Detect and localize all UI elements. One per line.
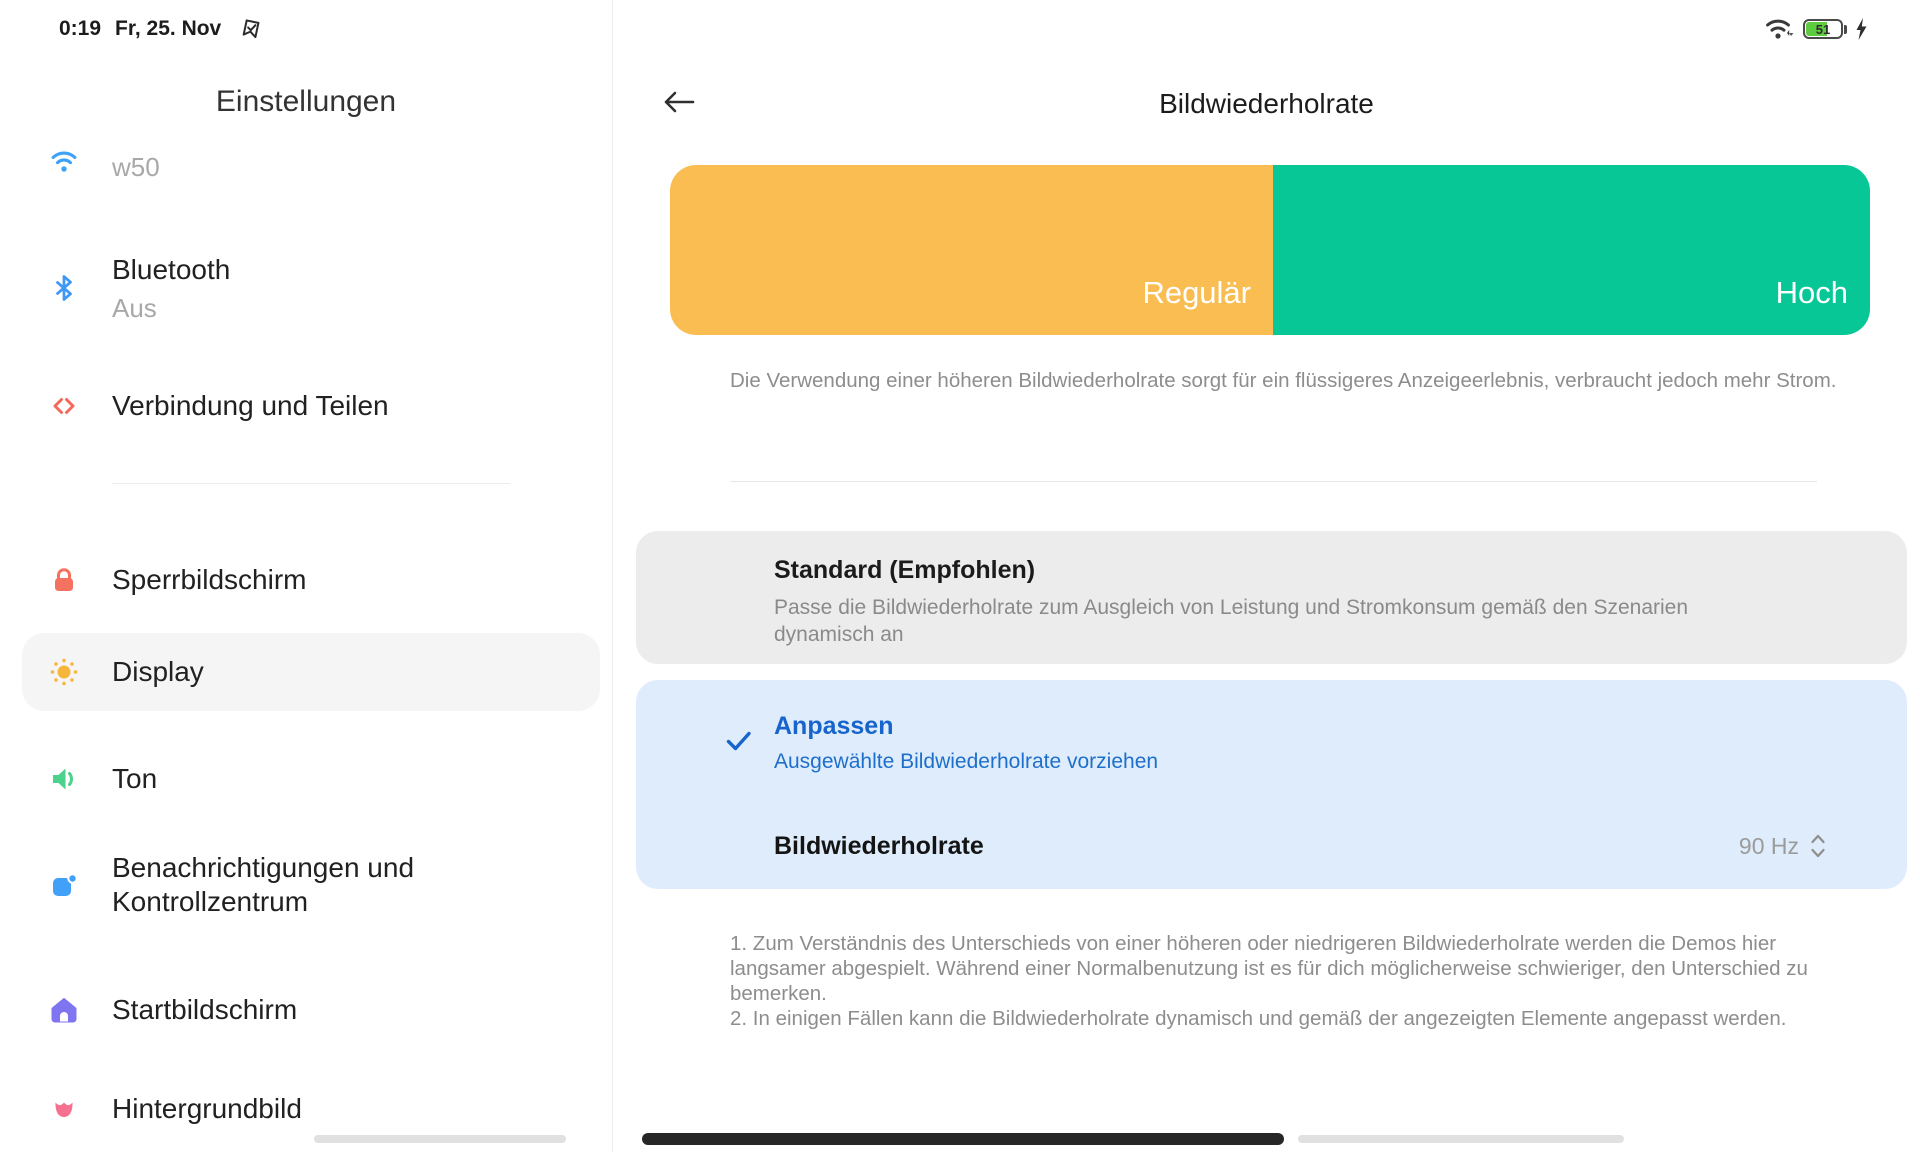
sidebar-group-divider [112, 483, 510, 484]
status-time: 0:19 [59, 17, 102, 40]
scrollbar-thumb[interactable] [642, 1133, 1284, 1145]
sidebar-item-display[interactable] [22, 633, 600, 711]
wlan-network-name: w50 [112, 151, 160, 182]
status-bar-right [1765, 16, 1868, 42]
battery-icon [1803, 19, 1847, 39]
status-bar-left [59, 17, 262, 41]
lock-icon [49, 565, 79, 595]
footnote-1: 1. Zum Verständnis des Unterschieds von einer höheren oder niedrigeren Bildwiederholrate werden die Demos hier langsamer abgespielt. Während einer Normalbenutzung ist es für dich möglicherweise schwieriger, den Unterschied zu bemerken. [730, 932, 1808, 1005]
demo-regular-area [670, 165, 1273, 335]
speaker-icon [49, 764, 79, 794]
sidebar-item-sound[interactable] [49, 757, 157, 801]
sidebar-item-label: Startbildschirm [112, 994, 298, 1025]
sun-icon [49, 657, 79, 687]
sidebar-item-lockscreen[interactable] [49, 558, 307, 602]
sidebar-item-label: Sperrbildschirm [112, 564, 307, 595]
sidebar-item-bluetooth[interactable] [49, 245, 230, 331]
wifi-status-icon [1765, 16, 1795, 42]
bluetooth-icon [49, 273, 79, 303]
sidebar-item-label: Benachrichtigungen und Kontrollzentrum [112, 852, 415, 917]
charging-bolt-icon [1855, 18, 1868, 40]
settings-page-title: Einstellungen [215, 85, 397, 118]
sidebar-item-connection-sharing[interactable] [49, 384, 389, 428]
wifi-icon [49, 145, 79, 175]
footnotes [730, 931, 1850, 1031]
demo-regular-label: Regulär [1142, 275, 1251, 310]
status-date: Fr, 25. Nov [115, 17, 222, 40]
demo-high-area [1273, 165, 1870, 335]
notification-icon [49, 870, 79, 900]
sidebar-item-label: Ton [112, 763, 158, 794]
bluetooth-state: Aus [112, 292, 157, 323]
sidebar-item-label: Hintergrundbild [112, 1093, 302, 1124]
home-icon [49, 995, 79, 1025]
refresh-rate-row[interactable] [636, 820, 1907, 872]
connection-share-icon [49, 391, 79, 421]
refresh-rate-description: Die Verwendung einer höheren Bildwiederholrate sorgt für ein flüssigeres Anzeigeerlebnis, verbraucht jedoch mehr Strom. [730, 369, 1837, 392]
flag-check-icon [241, 19, 262, 40]
refresh-rate-demo [670, 165, 1870, 335]
footnote-2: 2. In einigen Fällen kann die Bildwiederholrate dynamisch und gemäß der angezeigten Elemente angepasst werden. [730, 1007, 1787, 1030]
sidebar-item-label: Display [112, 656, 204, 687]
check-icon [724, 726, 754, 756]
tulip-icon [49, 1094, 79, 1124]
option-custom-title: Anpassen [774, 712, 894, 740]
option-custom-card[interactable] [636, 680, 1907, 889]
scrollbar-track [1298, 1135, 1624, 1143]
stepper-icon[interactable] [1807, 830, 1829, 862]
sidebar-item-wlan[interactable] [49, 138, 160, 182]
option-standard-description: Passe die Bildwiederholrate zum Ausgleich von Leistung und Stromkonsum gemäß den Szenarien dynamisch an [774, 596, 1689, 646]
battery-percent: 51 [1815, 21, 1831, 37]
refresh-rate-value: 90 Hz [1738, 832, 1799, 859]
option-custom-subtitle: Ausgewählte Bildwiederholrate vorziehen [774, 750, 1159, 773]
sidebar-item-wallpaper[interactable] [49, 1087, 302, 1131]
option-standard-card[interactable] [636, 531, 1907, 664]
refresh-rate-label: Bildwiederholrate [774, 831, 984, 860]
sidebar-item-homescreen[interactable] [49, 988, 297, 1032]
sidebar-item-label: Verbindung und Teilen [112, 390, 389, 421]
pane-divider [612, 0, 613, 1152]
page-title: Bildwiederholrate [1159, 88, 1374, 119]
option-standard-title: Standard (Empfohlen) [774, 556, 1036, 584]
demo-high-label: Hoch [1775, 275, 1848, 310]
sidebar-item-label: Bluetooth [112, 253, 231, 285]
sidebar-scrollbar [314, 1135, 566, 1143]
content-divider [730, 481, 1817, 482]
sidebar-item-notifications[interactable] [49, 846, 442, 924]
